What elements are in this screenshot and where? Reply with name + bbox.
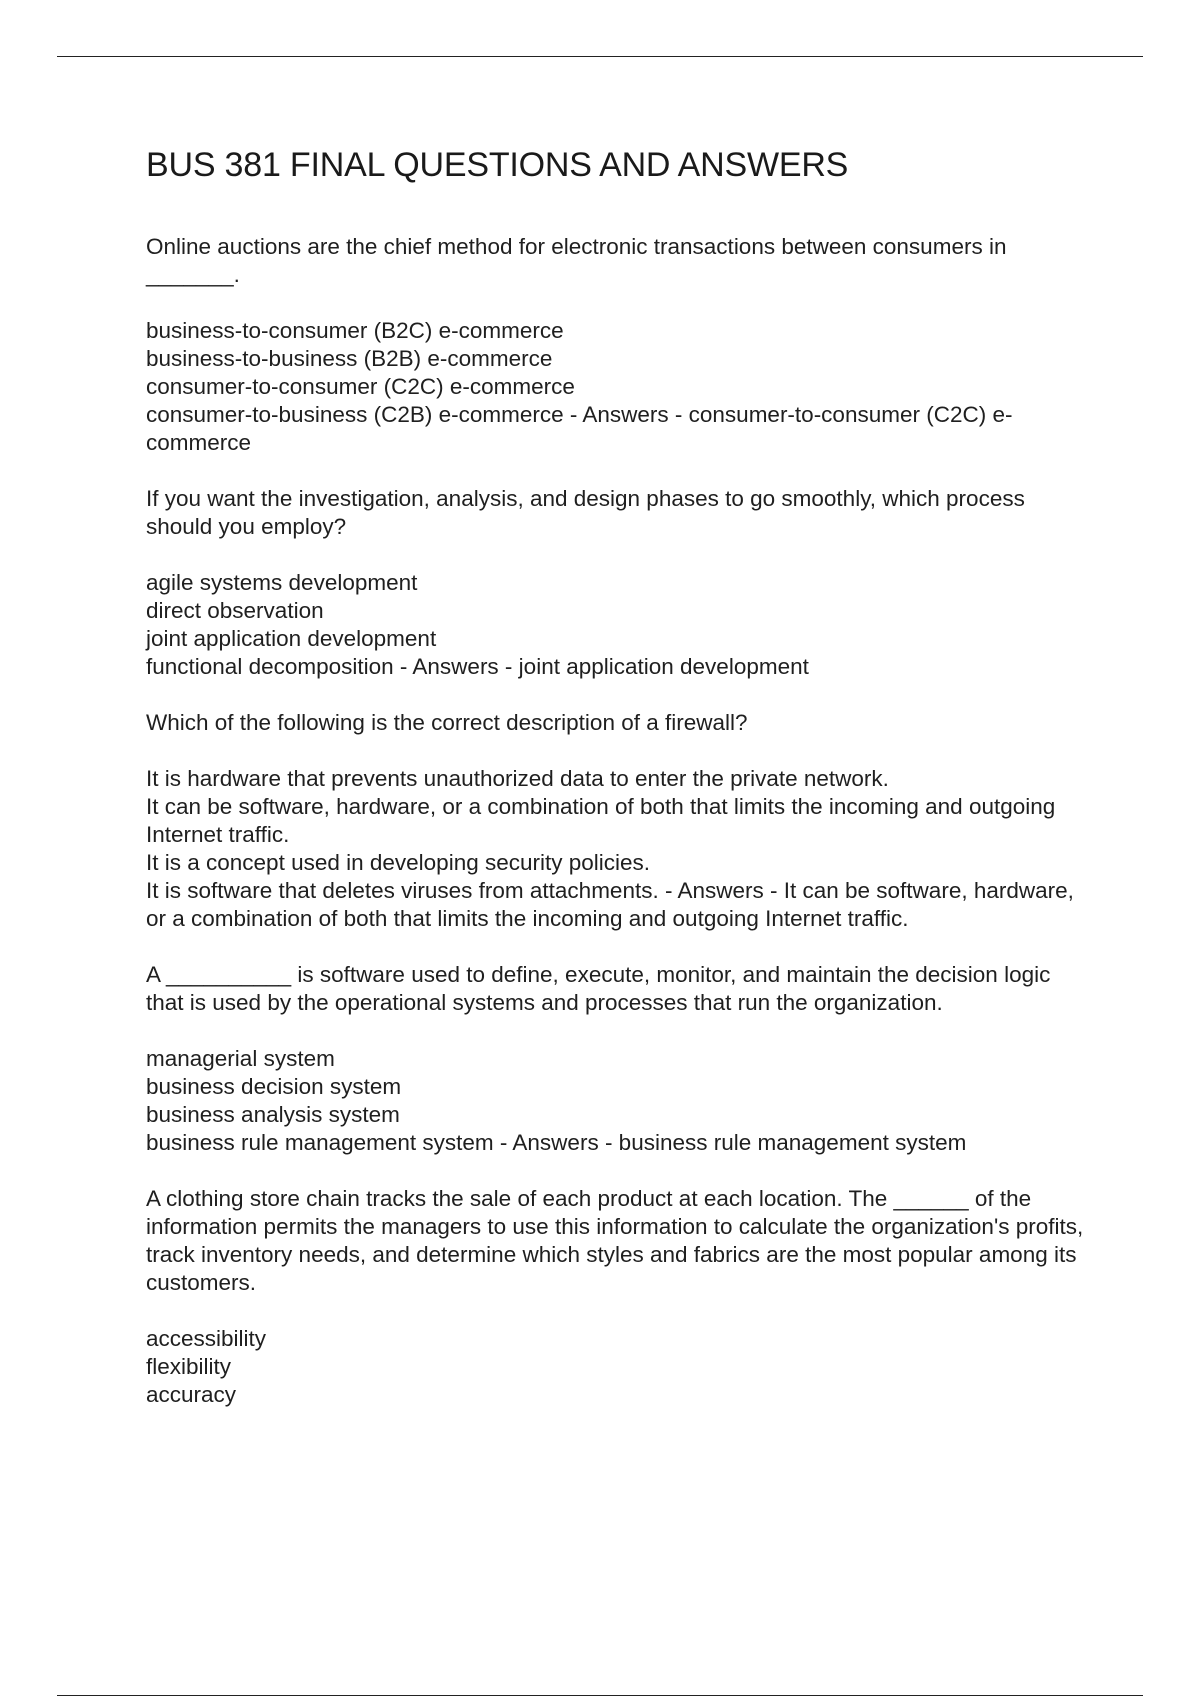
option-line: accessibility [146,1326,267,1351]
option-line: business analysis system [146,1102,400,1127]
qa-item-5 [146,1185,1092,1409]
option-line: joint application development [146,626,437,651]
top-divider [57,56,1143,57]
option-line: consumer-to-consumer (C2C) e-commerce [146,374,575,399]
answer-options [146,1325,1092,1409]
qa-item-3 [146,709,1092,933]
document-body [146,146,1092,1437]
option-line: managerial system [146,1046,335,1071]
option-line-with-answer: It is software that deletes viruses from attachments. - Answers - It can be software, hardware, or a combination of both that limits the incoming and outgoing Internet traffic. [146,878,1074,931]
answer-options [146,765,1092,933]
option-line-with-answer: consumer-to-business (C2B) e-commerce - Answers - consumer-to-consumer (C2C) e-commerce [146,402,1013,455]
question-text: Online auctions are the chief method for electronic transactions between consumers in _______. [146,234,1007,287]
answer-options [146,317,1092,457]
question-text: A clothing store chain tracks the sale of each product at each location. The ______ of the information permits the managers to use this information to calculate the organization's profits, track inventory needs, and determine which styles and fabrics are the most popular among its customers. [146,1186,1084,1295]
option-line: accuracy [146,1382,237,1407]
qa-item-2 [146,485,1092,681]
option-line: agile systems development [146,570,418,595]
document-title: BUS 381 FINAL QUESTIONS AND ANSWERS [146,146,849,184]
option-line: It is a concept used in developing security policies. [146,850,651,875]
option-line-with-answer: business rule management system - Answers - business rule management system [146,1130,967,1155]
answer-options [146,1045,1092,1157]
answer-options [146,569,1092,681]
option-line: direct observation [146,598,324,623]
option-line: business decision system [146,1074,402,1099]
question-text: If you want the investigation, analysis, and design phases to go smoothly, which process should you employ? [146,486,1025,539]
option-line: flexibility [146,1354,232,1379]
option-line: It can be software, hardware, or a combination of both that limits the incoming and outgoing Internet traffic. [146,794,1056,847]
question-text: Which of the following is the correct description of a firewall? [146,710,748,735]
question-text: A __________ is software used to define, execute, monitor, and maintain the decision logic that is used by the operational systems and processes that run the organization. [146,962,1051,1015]
bottom-divider [57,1695,1143,1696]
qa-item-4 [146,961,1092,1157]
option-line-with-answer: functional decomposition - Answers - joint application development [146,654,809,679]
option-line: It is hardware that prevents unauthorized data to enter the private network. [146,766,889,791]
option-line: business-to-consumer (B2C) e-commerce [146,318,564,343]
option-line: business-to-business (B2B) e-commerce [146,346,553,371]
qa-item-1 [146,233,1092,457]
